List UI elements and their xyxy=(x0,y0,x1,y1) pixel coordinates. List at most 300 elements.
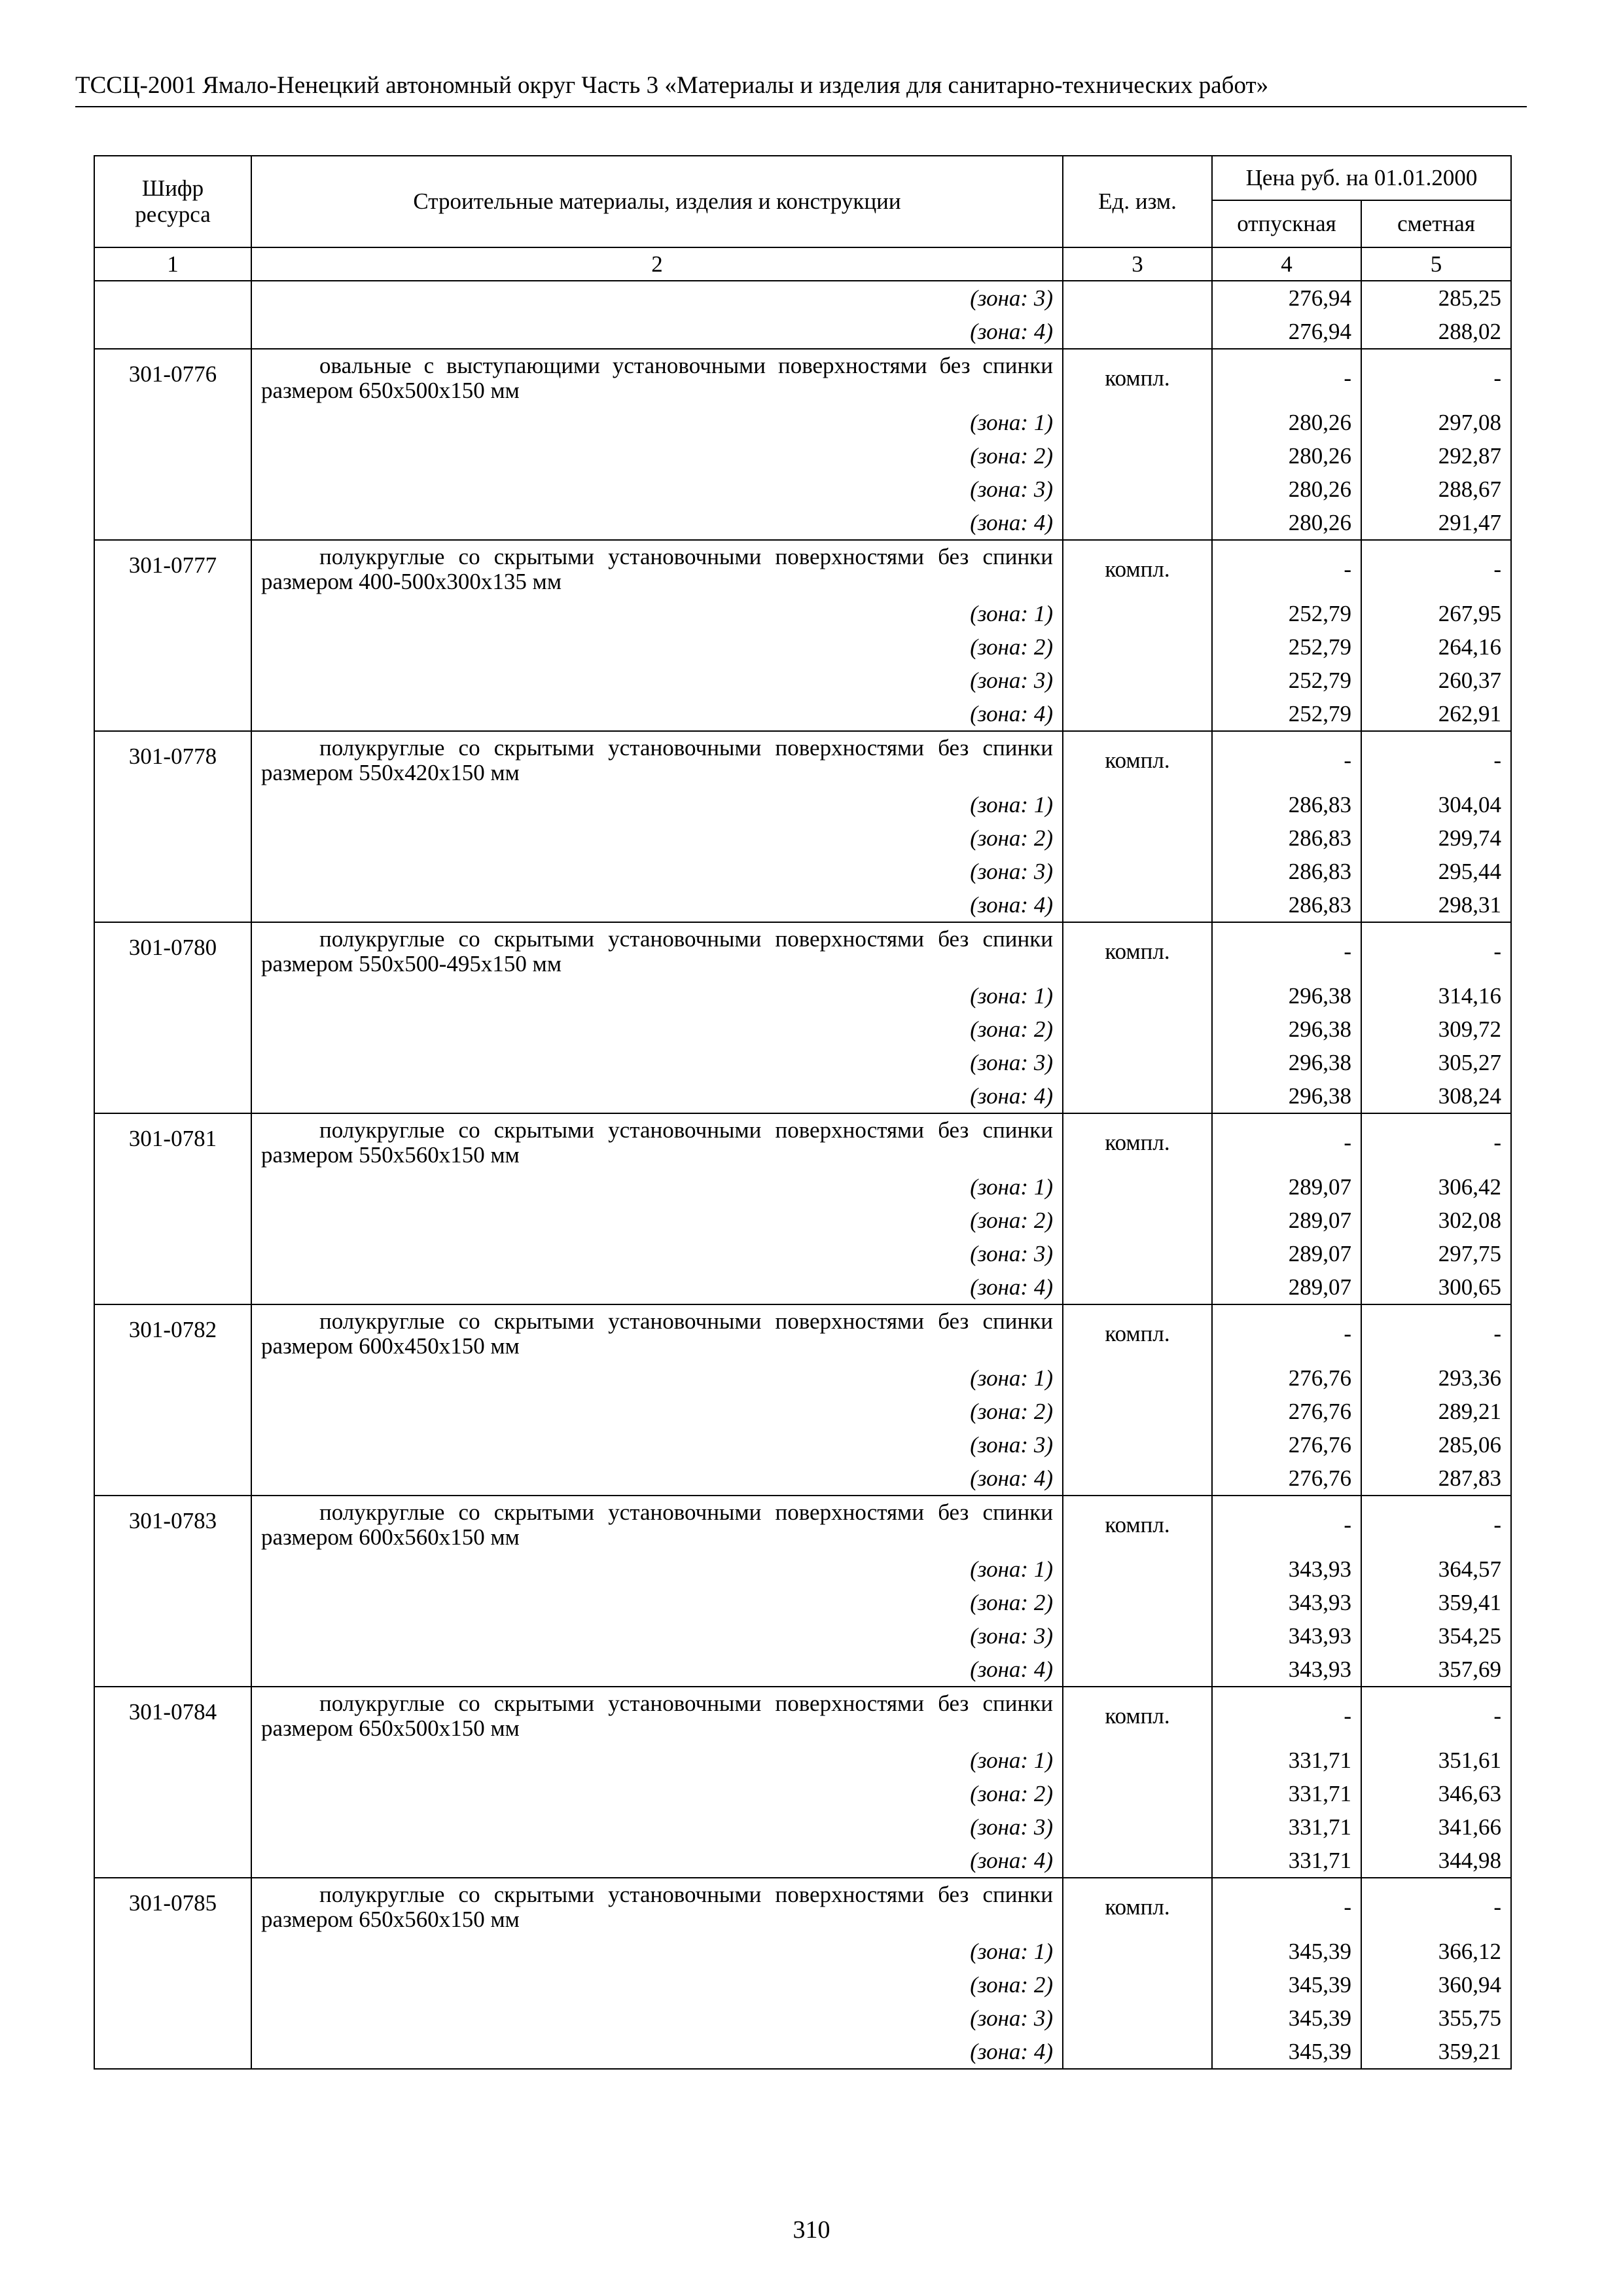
unit-cell-empty xyxy=(1063,1968,1212,2001)
zone-row xyxy=(94,1810,1511,1844)
zone-label: (зона: 3) xyxy=(251,1428,1063,1462)
estimate-price: 267,95 xyxy=(1361,597,1511,630)
zone-row xyxy=(94,439,1511,473)
zone-row xyxy=(94,1046,1511,1079)
estimate-price: 344,98 xyxy=(1361,1844,1511,1878)
unit-cell-empty xyxy=(1063,1744,1212,1777)
code-cell-empty xyxy=(94,1204,251,1237)
code-cell-empty xyxy=(94,664,251,697)
code-cell-empty xyxy=(94,281,251,315)
estimate-price: 306,42 xyxy=(1361,1170,1511,1204)
zone-label: (зона: 4) xyxy=(251,1079,1063,1113)
column-number: 5 xyxy=(1361,247,1511,281)
estimate-price: - xyxy=(1361,1304,1511,1361)
item-description-text: полукруглые со скрытыми установочными поверхностями без спинки размером 650х500х150 мм xyxy=(261,1691,1053,1741)
zone-row xyxy=(94,315,1511,349)
estimate-price: 351,61 xyxy=(1361,1744,1511,1777)
release-price: 296,38 xyxy=(1212,1079,1361,1113)
table-row xyxy=(94,731,1511,788)
release-price: 276,76 xyxy=(1212,1462,1361,1496)
zone-label: (зона: 1) xyxy=(251,1361,1063,1395)
price-table xyxy=(94,155,1512,2070)
document-header: ТССЦ-2001 Ямало-Ненецкий автономный округ Часть 3 «Материалы и изделия для санитарно-технических работ» xyxy=(75,71,1527,107)
column-header-code: Шифр ресурса xyxy=(94,156,251,247)
table-row xyxy=(94,1113,1511,1170)
estimate-price: 341,66 xyxy=(1361,1810,1511,1844)
zone-row xyxy=(94,406,1511,439)
zone-row xyxy=(94,1935,1511,1968)
estimate-price: - xyxy=(1361,922,1511,979)
estimate-price: 298,31 xyxy=(1361,888,1511,922)
item-description xyxy=(251,1687,1063,1744)
column-header-release-price: отпускная xyxy=(1212,200,1361,247)
zone-label: (зона: 2) xyxy=(251,821,1063,855)
zone-label: (зона: 4) xyxy=(251,1844,1063,1878)
estimate-price: 291,47 xyxy=(1361,506,1511,540)
column-number: 1 xyxy=(94,247,251,281)
zone-row xyxy=(94,855,1511,888)
column-number: 4 xyxy=(1212,247,1361,281)
zone-label: (зона: 2) xyxy=(251,1013,1063,1046)
unit-cell-empty xyxy=(1063,855,1212,888)
unit-cell-empty xyxy=(1063,1428,1212,1462)
estimate-price: 302,08 xyxy=(1361,1204,1511,1237)
code-cell-empty xyxy=(94,888,251,922)
code-cell-empty xyxy=(94,630,251,664)
release-price: 289,07 xyxy=(1212,1170,1361,1204)
code-cell-empty xyxy=(94,788,251,821)
code-cell-empty xyxy=(94,1395,251,1428)
zone-row xyxy=(94,1552,1511,1586)
unit-of-measure: компл. xyxy=(1063,1878,1212,1935)
table-body xyxy=(94,281,1511,2069)
resource-code: 301-0776 xyxy=(94,349,251,406)
unit-cell-empty xyxy=(1063,1204,1212,1237)
column-header-price-group: Цена руб. на 01.01.2000 xyxy=(1212,156,1511,200)
zone-row xyxy=(94,1744,1511,1777)
zone-label: (зона: 1) xyxy=(251,788,1063,821)
zone-label: (зона: 3) xyxy=(251,473,1063,506)
release-price: 289,07 xyxy=(1212,1237,1361,1270)
unit-cell-empty xyxy=(1063,788,1212,821)
release-price: 343,93 xyxy=(1212,1619,1361,1653)
zone-row xyxy=(94,1170,1511,1204)
unit-cell-empty xyxy=(1063,281,1212,315)
code-cell-empty xyxy=(94,1844,251,1878)
column-number-row xyxy=(94,247,1511,281)
unit-cell-empty xyxy=(1063,473,1212,506)
zone-row xyxy=(94,2035,1511,2069)
page-number: 310 xyxy=(793,2216,830,2244)
release-price: 289,07 xyxy=(1212,1204,1361,1237)
zone-label: (зона: 2) xyxy=(251,630,1063,664)
unit-cell-empty xyxy=(1063,630,1212,664)
item-description-text: полукруглые со скрытыми установочными поверхностями без спинки размером 550х500-495х150 мм xyxy=(261,926,1053,977)
item-description-text: овальные с выступающими установочными поверхностями без спинки размером 650х500х150 мм xyxy=(261,353,1053,403)
resource-code: 301-0784 xyxy=(94,1687,251,1744)
zone-row xyxy=(94,697,1511,731)
unit-cell-empty xyxy=(1063,664,1212,697)
zone-label: (зона: 2) xyxy=(251,1777,1063,1810)
unit-of-measure: компл. xyxy=(1063,349,1212,406)
estimate-price: 285,25 xyxy=(1361,281,1511,315)
estimate-price: - xyxy=(1361,731,1511,788)
estimate-price: 297,08 xyxy=(1361,406,1511,439)
release-price: 289,07 xyxy=(1212,1270,1361,1304)
unit-of-measure: компл. xyxy=(1063,540,1212,597)
zone-row xyxy=(94,473,1511,506)
unit-of-measure: компл. xyxy=(1063,1304,1212,1361)
zone-label: (зона: 3) xyxy=(251,1046,1063,1079)
zone-label: (зона: 3) xyxy=(251,1810,1063,1844)
column-header-estimate-price: сметная xyxy=(1361,200,1511,247)
zone-label: (зона: 4) xyxy=(251,315,1063,349)
code-cell-empty xyxy=(94,1552,251,1586)
zone-label: (зона: 4) xyxy=(251,888,1063,922)
zone-row xyxy=(94,2001,1511,2035)
zone-label: (зона: 3) xyxy=(251,855,1063,888)
estimate-price: - xyxy=(1361,1496,1511,1552)
estimate-price: 287,83 xyxy=(1361,1462,1511,1496)
unit-of-measure: компл. xyxy=(1063,1113,1212,1170)
code-cell-empty xyxy=(94,597,251,630)
column-number: 2 xyxy=(251,247,1063,281)
zone-label: (зона: 4) xyxy=(251,1653,1063,1687)
release-price: 345,39 xyxy=(1212,2001,1361,2035)
item-description xyxy=(251,1878,1063,1935)
zone-label: (зона: 2) xyxy=(251,439,1063,473)
estimate-price: 288,67 xyxy=(1361,473,1511,506)
estimate-price: 308,24 xyxy=(1361,1079,1511,1113)
estimate-price: 300,65 xyxy=(1361,1270,1511,1304)
code-cell-empty xyxy=(94,2001,251,2035)
table-row xyxy=(94,1304,1511,1361)
zone-row xyxy=(94,1204,1511,1237)
estimate-price: 355,75 xyxy=(1361,2001,1511,2035)
estimate-price: 359,21 xyxy=(1361,2035,1511,2069)
zone-row xyxy=(94,1395,1511,1428)
code-cell-empty xyxy=(94,1777,251,1810)
release-price: 345,39 xyxy=(1212,1968,1361,2001)
unit-cell-empty xyxy=(1063,1619,1212,1653)
zone-label: (зона: 2) xyxy=(251,1968,1063,2001)
zone-row xyxy=(94,1777,1511,1810)
zone-row xyxy=(94,979,1511,1013)
release-price: 280,26 xyxy=(1212,506,1361,540)
unit-cell-empty xyxy=(1063,1361,1212,1395)
release-price: 280,26 xyxy=(1212,439,1361,473)
release-price: - xyxy=(1212,922,1361,979)
code-cell-empty xyxy=(94,473,251,506)
estimate-price: - xyxy=(1361,1113,1511,1170)
unit-cell-empty xyxy=(1063,1237,1212,1270)
item-description xyxy=(251,1304,1063,1361)
release-price: 343,93 xyxy=(1212,1552,1361,1586)
zone-label: (зона: 3) xyxy=(251,1619,1063,1653)
release-price: - xyxy=(1212,540,1361,597)
estimate-price: 288,02 xyxy=(1361,315,1511,349)
release-price: 331,71 xyxy=(1212,1744,1361,1777)
unit-of-measure: компл. xyxy=(1063,1687,1212,1744)
table-header xyxy=(94,156,1511,281)
zone-label: (зона: 4) xyxy=(251,2035,1063,2069)
item-description-text: полукруглые со скрытыми установочными поверхностями без спинки размером 550х420х150 мм xyxy=(261,735,1053,785)
code-cell-empty xyxy=(94,1079,251,1113)
zone-label: (зона: 4) xyxy=(251,1462,1063,1496)
release-price: 343,93 xyxy=(1212,1586,1361,1619)
unit-cell-empty xyxy=(1063,1810,1212,1844)
zone-label: (зона: 1) xyxy=(251,1744,1063,1777)
unit-cell-empty xyxy=(1063,1079,1212,1113)
resource-code: 301-0781 xyxy=(94,1113,251,1170)
estimate-price: 297,75 xyxy=(1361,1237,1511,1270)
release-price: - xyxy=(1212,1304,1361,1361)
release-price: - xyxy=(1212,1496,1361,1552)
estimate-price: 314,16 xyxy=(1361,979,1511,1013)
code-cell-empty xyxy=(94,506,251,540)
zone-label: (зона: 1) xyxy=(251,1170,1063,1204)
table-row xyxy=(94,922,1511,979)
zone-row xyxy=(94,664,1511,697)
release-price: 343,93 xyxy=(1212,1653,1361,1687)
unit-cell-empty xyxy=(1063,1046,1212,1079)
release-price: - xyxy=(1212,1113,1361,1170)
release-price: 276,76 xyxy=(1212,1361,1361,1395)
column-header-name: Строительные материалы, изделия и конструкции xyxy=(251,156,1063,247)
release-price: - xyxy=(1212,1687,1361,1744)
unit-cell-empty xyxy=(1063,315,1212,349)
code-cell-empty xyxy=(94,1653,251,1687)
zone-label: (зона: 2) xyxy=(251,1204,1063,1237)
code-cell-empty xyxy=(94,979,251,1013)
release-price: 252,79 xyxy=(1212,664,1361,697)
code-cell-empty xyxy=(94,1270,251,1304)
release-price: - xyxy=(1212,349,1361,406)
estimate-price: 285,06 xyxy=(1361,1428,1511,1462)
zone-row xyxy=(94,1428,1511,1462)
code-cell-empty xyxy=(94,1810,251,1844)
estimate-price: 304,04 xyxy=(1361,788,1511,821)
estimate-price: - xyxy=(1361,349,1511,406)
estimate-price: 293,36 xyxy=(1361,1361,1511,1395)
zone-label: (зона: 1) xyxy=(251,406,1063,439)
code-cell-empty xyxy=(94,821,251,855)
unit-cell-empty xyxy=(1063,1586,1212,1619)
zone-row xyxy=(94,788,1511,821)
release-price: 252,79 xyxy=(1212,597,1361,630)
unit-cell-empty xyxy=(1063,979,1212,1013)
zone-label: (зона: 1) xyxy=(251,1552,1063,1586)
item-description-text: полукруглые со скрытыми установочными поверхностями без спинки размером 600х560х150 мм xyxy=(261,1499,1053,1550)
code-cell-empty xyxy=(94,1586,251,1619)
unit-cell-empty xyxy=(1063,821,1212,855)
release-price: 296,38 xyxy=(1212,1013,1361,1046)
release-price: - xyxy=(1212,1878,1361,1935)
unit-cell-empty xyxy=(1063,1552,1212,1586)
unit-cell-empty xyxy=(1063,439,1212,473)
zone-row xyxy=(94,506,1511,540)
code-cell-empty xyxy=(94,1462,251,1496)
zone-label: (зона: 3) xyxy=(251,2001,1063,2035)
table-row xyxy=(94,1687,1511,1744)
code-cell-empty xyxy=(94,1935,251,1968)
zone-label: (зона: 3) xyxy=(251,664,1063,697)
resource-code: 301-0780 xyxy=(94,922,251,979)
release-price: 345,39 xyxy=(1212,2035,1361,2069)
unit-cell-empty xyxy=(1063,888,1212,922)
estimate-price: 360,94 xyxy=(1361,1968,1511,2001)
zone-row xyxy=(94,821,1511,855)
unit-of-measure: компл. xyxy=(1063,922,1212,979)
unit-cell-empty xyxy=(1063,2035,1212,2069)
resource-code: 301-0783 xyxy=(94,1496,251,1552)
unit-cell-empty xyxy=(1063,406,1212,439)
unit-cell-empty xyxy=(1063,697,1212,731)
estimate-price: 260,37 xyxy=(1361,664,1511,697)
estimate-price: 264,16 xyxy=(1361,630,1511,664)
estimate-price: 295,44 xyxy=(1361,855,1511,888)
resource-code: 301-0777 xyxy=(94,540,251,597)
table-row xyxy=(94,1496,1511,1552)
unit-cell-empty xyxy=(1063,1462,1212,1496)
item-description xyxy=(251,349,1063,406)
code-cell-empty xyxy=(94,1744,251,1777)
item-description-text: полукруглые со скрытыми установочными поверхностями без спинки размером 600х450х150 мм xyxy=(261,1308,1053,1359)
estimate-price: 346,63 xyxy=(1361,1777,1511,1810)
zone-row xyxy=(94,888,1511,922)
release-price: 286,83 xyxy=(1212,788,1361,821)
estimate-price: - xyxy=(1361,1687,1511,1744)
unit-cell-empty xyxy=(1063,1013,1212,1046)
zone-row xyxy=(94,597,1511,630)
code-cell-empty xyxy=(94,855,251,888)
table-row xyxy=(94,540,1511,597)
item-description xyxy=(251,1113,1063,1170)
release-price: 331,71 xyxy=(1212,1810,1361,1844)
zone-row xyxy=(94,1653,1511,1687)
item-description-text: полукруглые со скрытыми установочными поверхностями без спинки размером 400-500х300х135 мм xyxy=(261,544,1053,594)
release-price: 252,79 xyxy=(1212,630,1361,664)
unit-cell-empty xyxy=(1063,2001,1212,2035)
zone-label: (зона: 4) xyxy=(251,1270,1063,1304)
estimate-price: - xyxy=(1361,540,1511,597)
code-cell-empty xyxy=(94,315,251,349)
item-description xyxy=(251,731,1063,788)
unit-cell-empty xyxy=(1063,1844,1212,1878)
estimate-price: 357,69 xyxy=(1361,1653,1511,1687)
table-row xyxy=(94,349,1511,406)
code-cell-empty xyxy=(94,1046,251,1079)
release-price: 331,71 xyxy=(1212,1777,1361,1810)
release-price: 252,79 xyxy=(1212,697,1361,731)
estimate-price: 305,27 xyxy=(1361,1046,1511,1079)
release-price: 345,39 xyxy=(1212,1935,1361,1968)
release-price: - xyxy=(1212,731,1361,788)
release-price: 276,94 xyxy=(1212,315,1361,349)
unit-cell-empty xyxy=(1063,1935,1212,1968)
release-price: 280,26 xyxy=(1212,406,1361,439)
zone-row xyxy=(94,1619,1511,1653)
release-price: 296,38 xyxy=(1212,979,1361,1013)
unit-cell-empty xyxy=(1063,1653,1212,1687)
release-price: 276,94 xyxy=(1212,281,1361,315)
release-price: 280,26 xyxy=(1212,473,1361,506)
zone-row xyxy=(94,1237,1511,1270)
estimate-price: 359,41 xyxy=(1361,1586,1511,1619)
unit-cell-empty xyxy=(1063,506,1212,540)
release-price: 276,76 xyxy=(1212,1395,1361,1428)
estimate-price: 309,72 xyxy=(1361,1013,1511,1046)
code-cell-empty xyxy=(94,1619,251,1653)
zone-label: (зона: 4) xyxy=(251,506,1063,540)
item-description-text: полукруглые со скрытыми установочными поверхностями без спинки размером 650х560х150 мм xyxy=(261,1882,1053,1932)
release-price: 296,38 xyxy=(1212,1046,1361,1079)
code-cell-empty xyxy=(94,1361,251,1395)
unit-cell-empty xyxy=(1063,1395,1212,1428)
code-cell-empty xyxy=(94,2035,251,2069)
estimate-price: 262,91 xyxy=(1361,697,1511,731)
item-description xyxy=(251,1496,1063,1552)
unit-cell-empty xyxy=(1063,597,1212,630)
zone-label: (зона: 1) xyxy=(251,1935,1063,1968)
zone-row xyxy=(94,281,1511,315)
zone-row xyxy=(94,1844,1511,1878)
release-price: 286,83 xyxy=(1212,888,1361,922)
release-price: 286,83 xyxy=(1212,821,1361,855)
release-price: 276,76 xyxy=(1212,1428,1361,1462)
estimate-price: 364,57 xyxy=(1361,1552,1511,1586)
unit-cell-empty xyxy=(1063,1270,1212,1304)
zone-row xyxy=(94,1013,1511,1046)
code-cell-empty xyxy=(94,1170,251,1204)
zone-label: (зона: 2) xyxy=(251,1395,1063,1428)
code-cell-empty xyxy=(94,406,251,439)
column-number: 3 xyxy=(1063,247,1212,281)
unit-cell-empty xyxy=(1063,1777,1212,1810)
estimate-price: 366,12 xyxy=(1361,1935,1511,1968)
unit-of-measure: компл. xyxy=(1063,731,1212,788)
estimate-price: 354,25 xyxy=(1361,1619,1511,1653)
zone-row xyxy=(94,1462,1511,1496)
zone-label: (зона: 4) xyxy=(251,697,1063,731)
zone-row xyxy=(94,1270,1511,1304)
estimate-price: 289,21 xyxy=(1361,1395,1511,1428)
code-cell-empty xyxy=(94,1968,251,2001)
zone-label: (зона: 2) xyxy=(251,1586,1063,1619)
resource-code: 301-0785 xyxy=(94,1878,251,1935)
unit-of-measure: компл. xyxy=(1063,1496,1212,1552)
code-cell-empty xyxy=(94,697,251,731)
column-header-unit: Ед. изм. xyxy=(1063,156,1212,247)
code-cell-empty xyxy=(94,1237,251,1270)
estimate-price: - xyxy=(1361,1878,1511,1935)
zone-row xyxy=(94,1968,1511,2001)
code-cell-empty xyxy=(94,1428,251,1462)
zone-row xyxy=(94,1361,1511,1395)
zone-label: (зона: 3) xyxy=(251,281,1063,315)
code-cell-empty xyxy=(94,439,251,473)
unit-cell-empty xyxy=(1063,1170,1212,1204)
zone-row xyxy=(94,1079,1511,1113)
resource-code: 301-0782 xyxy=(94,1304,251,1361)
item-description xyxy=(251,922,1063,979)
zone-row xyxy=(94,630,1511,664)
estimate-price: 299,74 xyxy=(1361,821,1511,855)
zone-row xyxy=(94,1586,1511,1619)
item-description-text: полукруглые со скрытыми установочными поверхностями без спинки размером 550х560х150 мм xyxy=(261,1117,1053,1168)
release-price: 286,83 xyxy=(1212,855,1361,888)
resource-code: 301-0778 xyxy=(94,731,251,788)
